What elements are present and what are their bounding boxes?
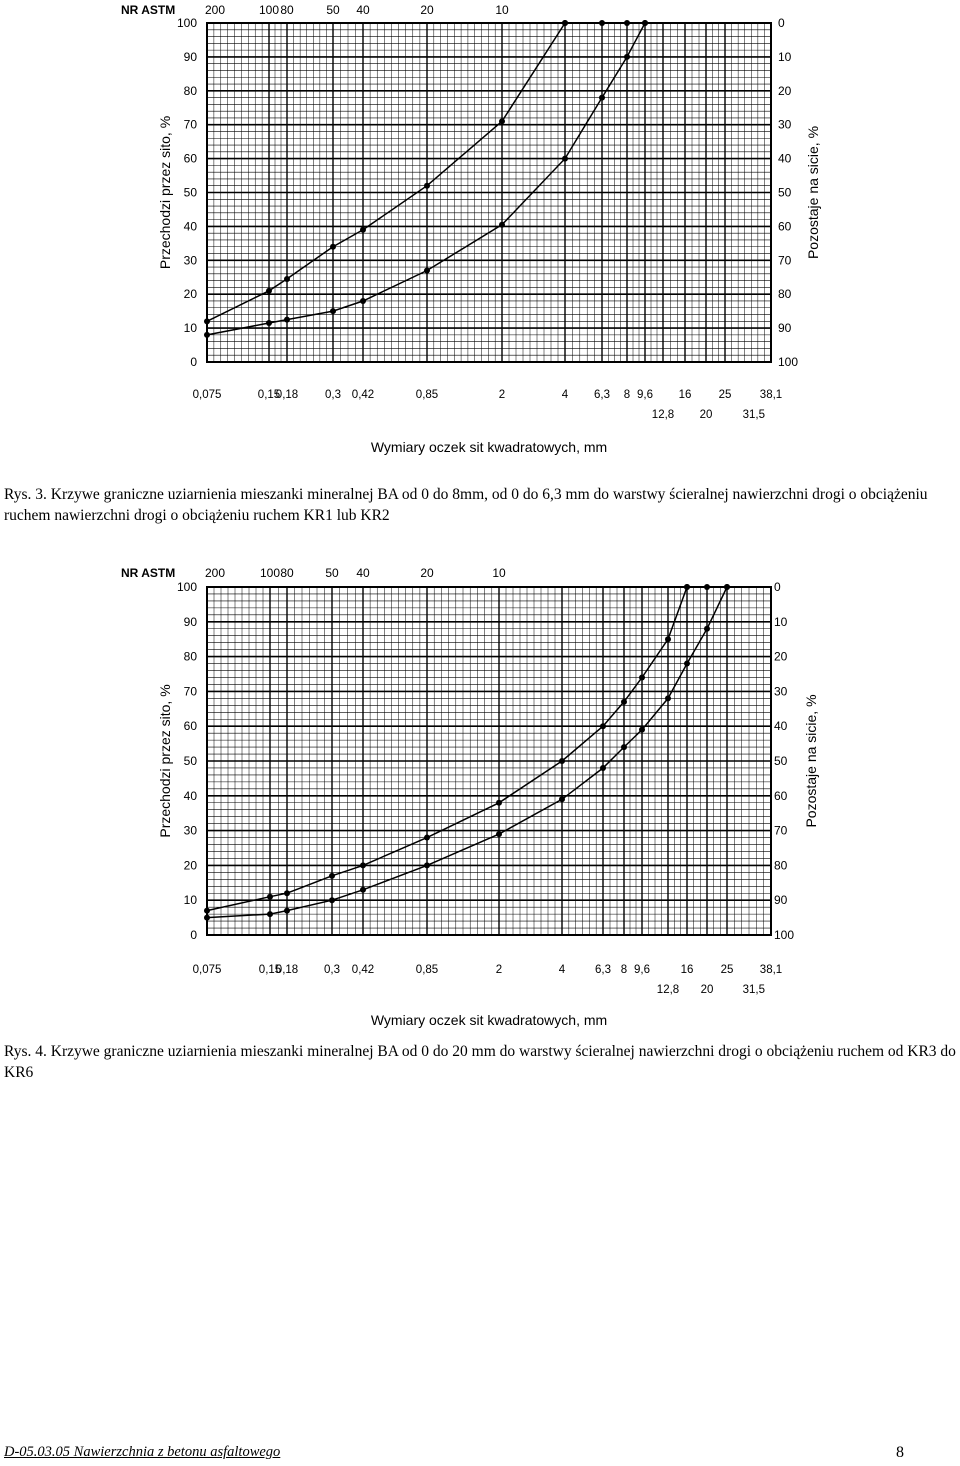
bottom-tick-label: 6,3 xyxy=(594,389,610,401)
data-point xyxy=(267,894,273,900)
x-axis-title: Wymiary oczek sit kwadratowych, mm xyxy=(370,439,608,455)
bottom-tick-label: 0,42 xyxy=(351,964,375,976)
data-point xyxy=(284,276,290,282)
bottom-tick-label: 38,1 xyxy=(759,964,783,976)
bottom-tick-label: 0,85 xyxy=(415,389,439,401)
grading-curve-2 xyxy=(207,587,727,918)
top-tick-label: 200 xyxy=(204,3,226,17)
left-tick-label: 90 xyxy=(183,614,197,629)
y-axis-title-right: Pozostaje na sicie, % xyxy=(803,694,819,828)
bottom-tick-label: 0,15 xyxy=(257,389,281,401)
page-footer xyxy=(4,1444,904,1461)
left-tick-label: 100 xyxy=(176,580,197,594)
right-tick-label: 0 xyxy=(778,16,785,30)
bottom-tick-label: 4 xyxy=(561,389,569,401)
left-tick-label: 0 xyxy=(190,355,197,369)
data-point xyxy=(204,318,210,324)
data-point xyxy=(330,308,336,314)
data-point xyxy=(600,723,606,729)
top-tick-label: 200 xyxy=(204,566,226,580)
data-point xyxy=(266,288,272,294)
figure-caption-2: Rys. 4. Krzywe graniczne uziarnienia mieszanki mineralnej BA od 0 do 20 mm do warstwy ścieralnej nawierzchni drogi o obciążeniu ruchem od KR3 do KR6 xyxy=(4,1043,956,1081)
data-point xyxy=(621,699,627,705)
data-point xyxy=(204,915,210,921)
left-tick-label: 100 xyxy=(176,16,197,30)
right-tick-label: 70 xyxy=(778,253,792,268)
left-tick-label: 10 xyxy=(183,321,197,336)
left-tick-label: 80 xyxy=(183,83,197,98)
data-point xyxy=(704,584,710,590)
top-tick-label: 40 xyxy=(356,566,370,580)
bottom-tick-label: 0,075 xyxy=(192,389,222,401)
top-tick-label: 80 xyxy=(280,566,294,580)
left-tick-label: 10 xyxy=(183,893,197,908)
page-number: 8 xyxy=(896,1444,904,1461)
data-point xyxy=(424,183,430,189)
left-tick-label: 20 xyxy=(183,858,197,873)
data-point xyxy=(496,800,502,806)
top-tick-label: 80 xyxy=(280,3,294,17)
top-tick-label: 50 xyxy=(325,566,339,580)
data-point xyxy=(599,20,605,26)
left-tick-label: 50 xyxy=(183,185,197,200)
top-tick-label: 40 xyxy=(356,3,370,17)
bottom-tick-label: 0,3 xyxy=(325,389,341,401)
left-tick-label: 50 xyxy=(183,754,197,768)
data-point xyxy=(639,727,645,733)
right-tick-label: 10 xyxy=(774,614,788,629)
bottom-tick-label: 20 xyxy=(700,984,714,996)
data-point xyxy=(496,831,502,837)
right-tick-label: 60 xyxy=(778,219,792,234)
right-tick-label: 20 xyxy=(774,649,788,664)
data-point xyxy=(559,796,565,802)
right-tick-label: 30 xyxy=(774,684,788,699)
footer-document-title: D-05.03.05 Nawierzchnia z betonu asfaltowego xyxy=(4,1444,281,1460)
data-point xyxy=(562,20,568,26)
top-axis-label: NR ASTM xyxy=(121,566,176,580)
right-tick-label: 50 xyxy=(774,754,788,768)
top-axis-label: NR ASTM xyxy=(121,3,176,17)
data-point xyxy=(624,54,630,60)
data-point xyxy=(330,244,336,250)
bottom-tick-label: 0,15 xyxy=(258,964,282,976)
data-point xyxy=(204,908,210,914)
bottom-tick-label: 2 xyxy=(495,964,503,976)
right-tick-label: 100 xyxy=(778,355,799,369)
top-tick-label: 10 xyxy=(495,3,509,17)
data-point xyxy=(284,908,290,914)
data-point xyxy=(600,765,606,771)
right-tick-label: 30 xyxy=(778,117,792,132)
y-axis-title: Przechodzi przez sito, % xyxy=(157,684,173,838)
data-point xyxy=(684,661,690,667)
data-point xyxy=(559,758,565,764)
bottom-tick-label: 12,8 xyxy=(656,984,680,996)
data-point xyxy=(204,332,210,338)
left-tick-label: 60 xyxy=(183,151,197,166)
data-point xyxy=(562,156,568,162)
bottom-tick-label: 0,075 xyxy=(192,964,222,976)
bottom-tick-label: 9,6 xyxy=(637,389,653,401)
right-tick-label: 10 xyxy=(778,49,792,64)
bottom-tick-label: 0,18 xyxy=(275,964,299,976)
grading-chart-1 xyxy=(0,0,960,478)
figure-caption-1: Rys. 3. Krzywe graniczne uziarnienia mieszanki mineralnej BA od 0 do 8mm, od 0 do 6,3 mm do warstwy ścieralnej nawierzchni drogi o obciążeniu ruchem nawierzchni drogi o obciążeniu ruchem KR1 lub KR2 xyxy=(4,486,928,524)
left-tick-label: 0 xyxy=(190,928,197,942)
data-point xyxy=(424,267,430,273)
right-tick-label: 20 xyxy=(778,83,792,98)
left-tick-label: 80 xyxy=(183,649,197,664)
data-point xyxy=(665,695,671,701)
top-tick-label: 100 xyxy=(259,566,281,580)
data-point xyxy=(424,862,430,868)
y-axis-title-right: Pozostaje na sicie, % xyxy=(805,125,821,260)
right-tick-label: 40 xyxy=(778,151,792,166)
data-point xyxy=(360,298,366,304)
right-tick-label: 100 xyxy=(774,928,795,942)
bottom-tick-label: 31,5 xyxy=(742,984,765,996)
right-tick-label: 80 xyxy=(774,858,788,873)
data-point xyxy=(329,897,335,903)
data-point xyxy=(360,227,366,233)
right-tick-label: 40 xyxy=(774,719,788,734)
right-tick-label: 60 xyxy=(774,788,788,803)
right-tick-label: 80 xyxy=(778,287,792,302)
top-tick-label: 100 xyxy=(258,3,280,17)
bottom-tick-label: 0,18 xyxy=(275,389,299,401)
grading-chart-2 xyxy=(0,545,960,1050)
data-point xyxy=(499,118,505,124)
bottom-tick-label: 8 xyxy=(623,389,631,401)
data-point xyxy=(642,20,648,26)
left-tick-label: 70 xyxy=(183,684,197,699)
data-point xyxy=(624,20,630,26)
bottom-tick-label: 0,85 xyxy=(415,964,439,976)
top-tick-label: 20 xyxy=(420,3,434,17)
data-point xyxy=(360,887,366,893)
right-tick-label: 90 xyxy=(774,893,788,908)
left-tick-label: 30 xyxy=(183,823,197,838)
data-point xyxy=(684,584,690,590)
bottom-tick-label: 6,3 xyxy=(595,964,611,976)
data-point xyxy=(424,835,430,841)
right-tick-label: 70 xyxy=(774,823,788,838)
left-tick-label: 40 xyxy=(183,219,197,234)
bottom-tick-label: 0,42 xyxy=(351,389,375,401)
top-tick-label: 50 xyxy=(326,3,340,17)
bottom-tick-label: 16 xyxy=(678,389,692,401)
bottom-tick-label: 31,5 xyxy=(742,409,765,421)
left-tick-label: 40 xyxy=(183,788,197,803)
data-point xyxy=(621,744,627,750)
bottom-tick-label: 2 xyxy=(498,389,506,401)
left-tick-label: 60 xyxy=(183,719,197,734)
bottom-tick-label: 20 xyxy=(699,409,713,421)
data-point xyxy=(284,317,290,323)
left-tick-label: 20 xyxy=(183,287,197,302)
left-tick-label: 90 xyxy=(183,49,197,64)
x-axis-title: Wymiary oczek sit kwadratowych, mm xyxy=(370,1012,608,1028)
top-tick-label: 20 xyxy=(420,566,434,580)
bottom-tick-label: 25 xyxy=(718,389,732,401)
data-point xyxy=(724,584,730,590)
data-point xyxy=(499,222,505,228)
bottom-tick-label: 4 xyxy=(558,964,566,976)
data-point xyxy=(665,636,671,642)
left-tick-label: 70 xyxy=(183,117,197,132)
bottom-tick-label: 12,8 xyxy=(651,409,675,421)
top-tick-label: 10 xyxy=(492,566,506,580)
data-point xyxy=(704,626,710,632)
data-point xyxy=(329,873,335,879)
data-point xyxy=(639,674,645,680)
data-point xyxy=(267,911,273,917)
left-tick-label: 30 xyxy=(183,253,197,268)
bottom-tick-label: 16 xyxy=(680,964,694,976)
right-tick-label: 50 xyxy=(778,185,792,200)
data-point xyxy=(284,890,290,896)
data-point xyxy=(266,320,272,326)
bottom-tick-label: 0,3 xyxy=(324,964,340,976)
bottom-tick-label: 9,6 xyxy=(634,964,650,976)
data-point xyxy=(360,862,366,868)
right-tick-label: 90 xyxy=(778,321,792,336)
right-tick-label: 0 xyxy=(774,580,781,594)
data-point xyxy=(599,95,605,101)
bottom-tick-label: 8 xyxy=(620,964,628,976)
bottom-tick-label: 25 xyxy=(720,964,734,976)
bottom-tick-label: 38,1 xyxy=(759,389,783,401)
y-axis-title: Przechodzi przez sito, % xyxy=(157,115,173,270)
